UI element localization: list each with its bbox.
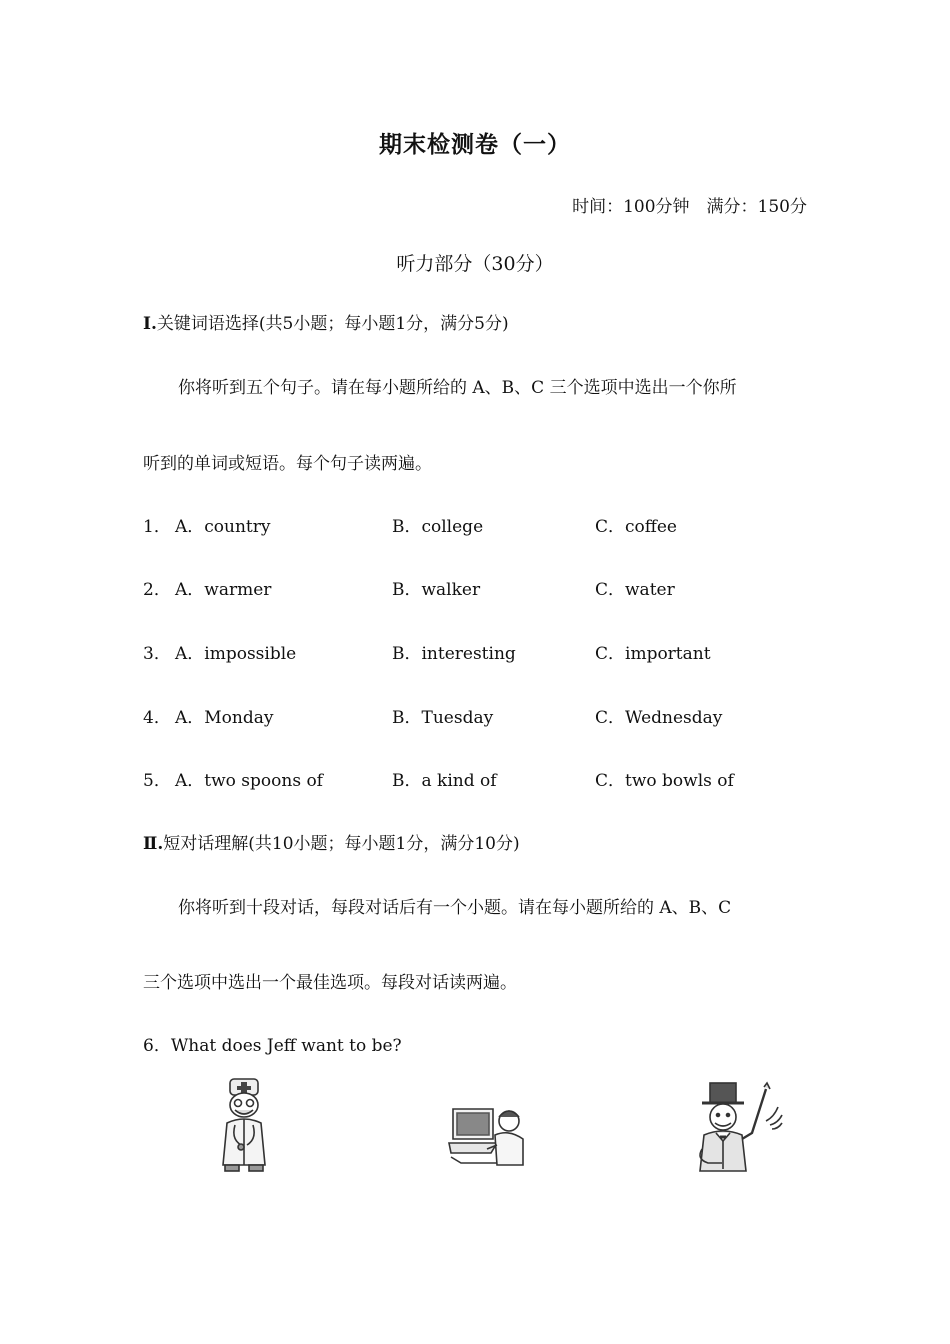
option-c: C．water: [595, 580, 675, 600]
option-c: C．important: [595, 644, 711, 664]
question-number: 5．: [143, 771, 171, 791]
option-b: B．a kind of: [392, 771, 497, 791]
section-2-instruction-line2: 三个选项中选出一个最佳选项。每段对话读两遍。: [143, 973, 517, 993]
section-2-instruction-line1: 你将听到十段对话，每段对话后有一个小题。请在每小题所给的 A、B、C: [178, 898, 732, 918]
option-b: B．walker: [392, 580, 481, 600]
section-2-number: Ⅱ.: [143, 834, 164, 854]
option-a: A．country: [175, 517, 271, 537]
option-c: C．Wednesday: [595, 708, 723, 728]
question-6-prompt: 6．What does Jeff want to be?: [143, 1036, 402, 1056]
section-1-instruction-line1: 你将听到五个句子。请在每小题所给的 A、B、C 三个选项中选出一个你所: [178, 378, 737, 398]
page-title: 期末检测卷（一）: [379, 131, 571, 158]
magician-icon: [690, 1079, 790, 1175]
part-title: 听力部分（30分）: [396, 253, 554, 275]
section-1-instruction-line2: 听到的单词或短语。每个句子读两遍。: [143, 454, 432, 474]
question-6-pictures: [0, 1075, 950, 1185]
section-1-heading: [143, 309, 509, 334]
option-a: A．impossible: [175, 644, 297, 664]
question-number: 4．: [143, 708, 171, 728]
question-row-5: [143, 766, 823, 792]
question-number: 1．: [143, 517, 171, 537]
question-number: 2．: [143, 580, 171, 600]
question-row-3: [143, 639, 823, 665]
section-2-heading: [143, 829, 520, 854]
question-row-4: [143, 703, 823, 729]
option-b: B．Tuesday: [392, 708, 494, 728]
exam-meta: 时间：100分钟 满分：150分: [572, 197, 807, 217]
option-b: B．interesting: [392, 644, 516, 664]
option-c: C．two bowls of: [595, 771, 734, 791]
question-row-1: [143, 512, 823, 538]
option-a: A．warmer: [175, 580, 272, 600]
section-2-title: 短对话理解(共10小题；每小题1分，满分10分): [163, 834, 520, 854]
option-c: C．coffee: [595, 517, 677, 537]
section-1-number: Ⅰ.: [143, 314, 157, 334]
option-a: A．Monday: [175, 708, 274, 728]
doctor-icon: [215, 1075, 275, 1175]
option-b: B．college: [392, 517, 484, 537]
section-1-title: 关键词语选择(共5小题；每小题1分，满分5分): [156, 314, 509, 334]
computer-user-icon: [447, 1103, 527, 1173]
option-a: A．two spoons of: [175, 771, 323, 791]
question-row-2: [143, 575, 823, 601]
question-number: 3．: [143, 644, 171, 664]
